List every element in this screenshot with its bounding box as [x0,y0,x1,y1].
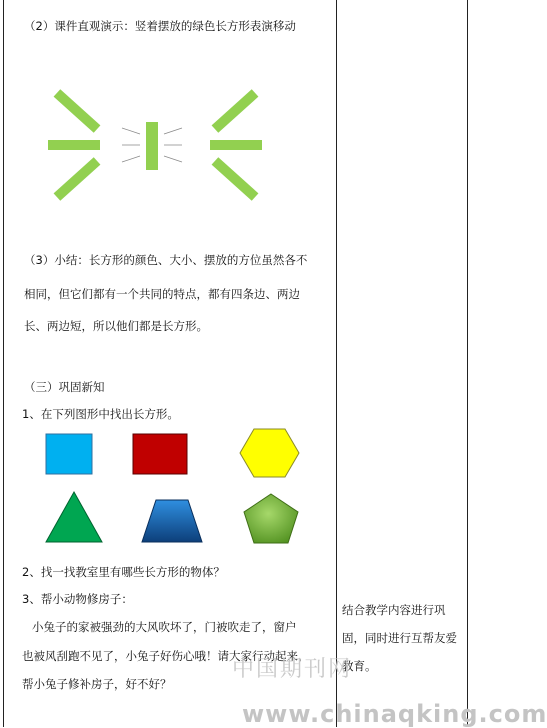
story-line-1: 小兔子的家被强劲的大风吹坏了，门被吹走了，窗户 [32,620,297,634]
green-bar-left-upper [54,89,101,133]
watermark-site-name: 中国期刊网 [232,657,353,682]
green-bar-right-lower [212,157,259,201]
green-bar-left-middle [48,140,100,150]
teaching-note: 结合教学内容进行巩固，同时进行互帮友爱教育。 [342,603,457,673]
section2-heading: （2）课件直观演示：竖着摆放的绿色长方形表演移动 [24,19,296,33]
green-bars-illustration [40,88,270,203]
task1-text: 1、在下列图形中找出长方形。 [22,407,179,421]
summary-line-1: （3）小结：长方形的颜色、大小、摆放的方位虽然各不 [24,253,308,267]
blue-square [46,434,92,474]
green-bar-right-upper [212,89,259,133]
shapes-row-1 [40,428,310,478]
story-line-3: 帮小兔子修补房子，好不好？ [22,677,172,691]
blue-trapezoid [142,500,202,542]
yellow-hexagon [240,429,299,477]
green-pentagon [244,494,298,543]
task3-text: 3、帮小动物修房子： [22,592,133,606]
summary-line-2: 相同，但它们都有一个共同的特点，都有四条边、两边 [24,287,300,301]
red-rectangle [133,434,187,474]
shapes-row-2 [40,488,310,550]
green-bar-left-lower [54,157,101,201]
watermark-site-url: www.chinaqking.com [242,700,547,728]
summary-line-3: 长、两边短，所以他们都是长方形。 [24,319,208,333]
task2-text: 2、找一找教室里有哪些长方形的物体？ [22,565,225,579]
green-bar-right-middle [210,140,262,150]
green-bar-center [146,122,158,170]
column-divider [336,0,337,727]
part3-heading: （三）巩固新知 [24,380,105,394]
green-triangle [46,492,102,542]
story-line-2: 也被风刮跑不见了，小兔子好伤心哦！请大家行动起来， [22,649,310,663]
